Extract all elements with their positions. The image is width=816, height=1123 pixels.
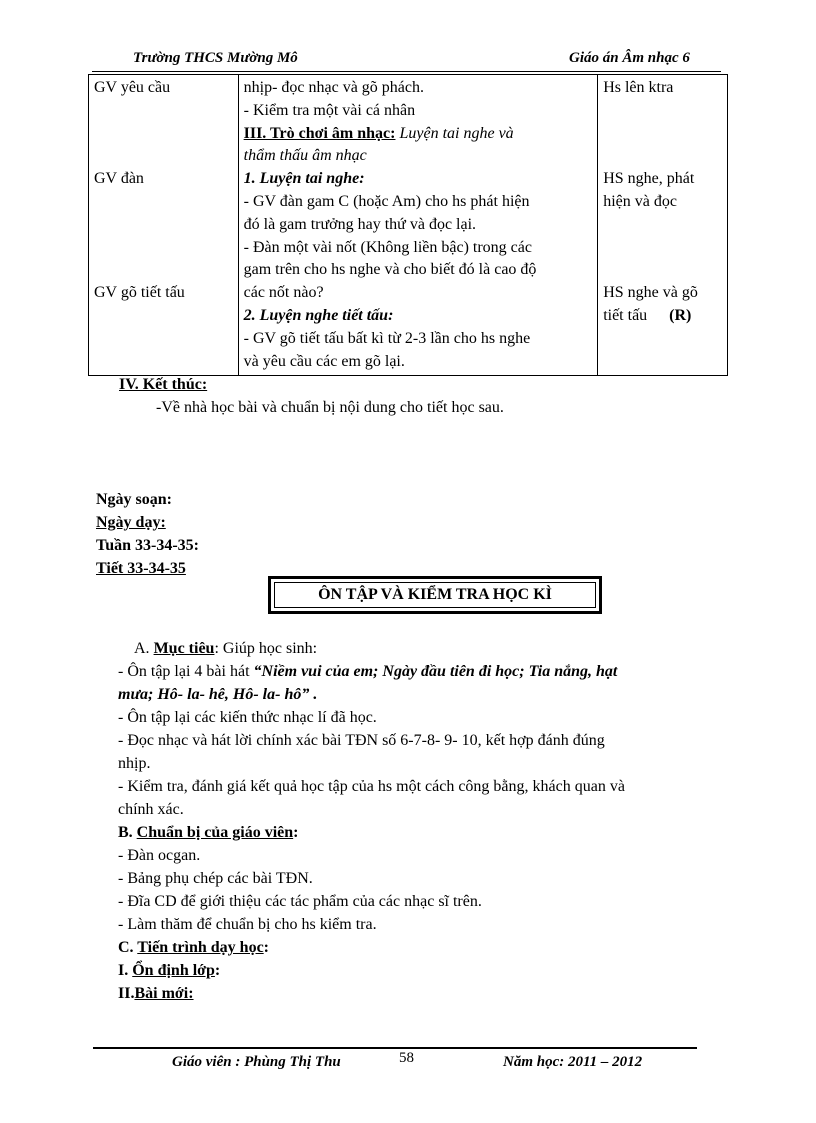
section-a-line: - Kiểm tra, đánh giá kết quả học tập của hs một cách công bằng, khách quan và [118,778,625,795]
section-b-heading: B. Chuẩn bị của giáo viên: [118,824,299,841]
content-line: - Kiểm tra một vài cá nhân [243,101,416,119]
page-title: ÔN TẬP VÀ KIỂM TRA HỌC KÌ [318,586,552,603]
section-a-line: - Đọc nhạc và hát lời chính xác bài TĐN số 6-7-8- 9- 10, kết hợp đánh đúng [118,732,605,749]
section-c-heading: C. Tiến trình dạy học: [118,939,269,956]
footer-teacher: Giáo viên : Phùng Thị Thu [172,1054,341,1070]
section-c-item-ii: II.Bài mới: [118,985,194,1002]
ngay-soan: Ngày soạn: [96,491,173,508]
section-b-line: - Bảng phụ chép các bài TĐN. [118,870,313,887]
tuan: Tuần 33-34-35: [96,537,199,554]
section-b-line: - Đàn ocgan. [118,847,201,864]
content-line: - Đàn một vài nốt (Không liền bậc) trong các [243,238,532,256]
section-a-line: chính xác. [118,801,184,818]
content-line: - GV đàn gam C (hoặc Am) cho hs phát hiện [243,192,530,210]
content-cell [238,75,598,376]
section-a-line: mưa; Hô- la- hê, Hô- la- hô” . [118,686,318,703]
student-activity: HS nghe, phát [603,170,695,188]
page-number: 58 [399,1050,414,1066]
content-subheading: 1. Luyện tai nghe: [243,170,365,188]
content-line: đó là gam trưởng hay thứ và đọc lại. [243,215,477,233]
activity-gv-go-tiet-tau: GV gõ tiết tấu [94,284,185,302]
content-line: gam trên cho hs nghe và cho biết đó là cao độ [243,261,537,279]
student-activity: Hs lên ktra [603,79,674,96]
section-a-line: - Ôn tập lại 4 bài hát “Niềm vui của em; Ngày đầu tiên đi học; Tia nắng, hạt [118,663,618,680]
teacher-activity-cell [89,75,239,376]
tiet: Tiết 33-34-35 [96,560,186,577]
activity-gv-yeu-cau: GV yêu cầu [94,79,171,96]
content-line: thẩm thấu âm nhạc [243,147,367,165]
ngay-day: Ngày dạy: [96,514,166,531]
lesson-table [88,74,728,376]
section-a-line: - Ôn tập lại các kiến thức nhạc lí đã học. [118,709,377,726]
section-b-line: - Làm thăm để chuẩn bị cho hs kiểm tra. [118,916,377,933]
content-heading-iii: III. Trò chơi âm nhạc: Luyện tai nghe và [243,124,514,142]
student-activity: tiết tấu (R) [603,306,692,324]
content-line: và yêu cầu các em gõ lại. [243,352,405,370]
student-activity: hiện và đọc [603,192,677,210]
section-a-line: nhịp. [118,755,151,772]
page-title-box [268,576,602,614]
table-row [89,75,728,376]
content-subheading: 2. Luyện nghe tiết tấu: [243,306,394,324]
student-activity-cell [598,75,728,376]
section-c-item-i: I. Ổn định lớp: [118,962,221,979]
student-activity: HS nghe và gõ [603,284,698,302]
content-line: - GV gõ tiết tấu bất kì từ 2-3 lần cho hs nghe [243,329,531,347]
section-a-heading: A. Mục tiêu: Giúp học sinh: [134,640,318,657]
activity-gv-dan: GV đàn [94,170,144,188]
header-rule [92,71,721,72]
header-school: Trường THCS Mường Mô [133,50,298,66]
footer-year: Năm học: 2011 – 2012 [503,1054,643,1070]
content-line: các nốt nào? [243,284,324,302]
content-line: nhịp- đọc nhạc và gõ phách. [243,79,425,96]
footer-rule [93,1047,697,1049]
conclusion-text: -Về nhà học bài và chuẩn bị nội dung cho tiết học sau. [156,399,504,416]
conclusion-label: IV. Kết thúc: [119,376,208,393]
header-subject: Giáo án Âm nhạc 6 [569,50,690,66]
section-b-line: - Đĩa CD để giới thiệu các tác phẩm của các nhạc sĩ trên. [118,893,482,910]
